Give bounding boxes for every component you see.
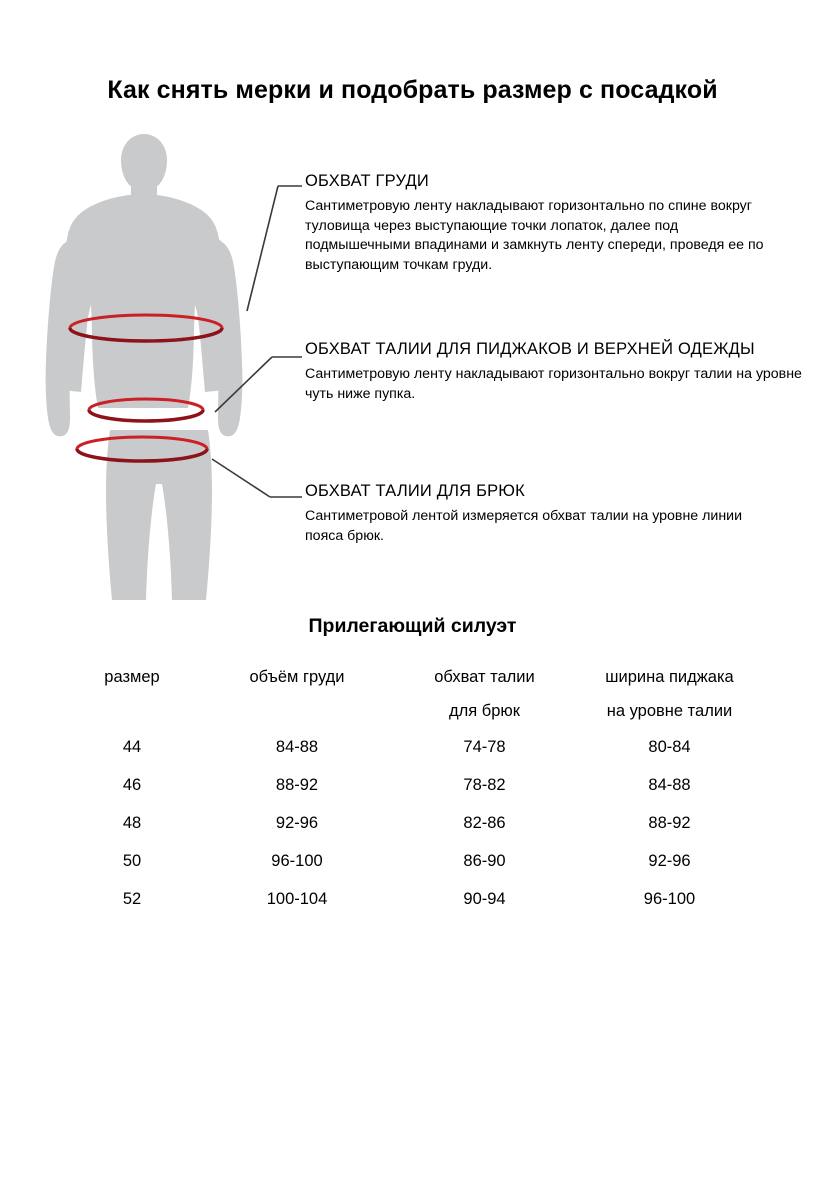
callout-chest-heading: ОБХВАТ ГРУДИ (305, 172, 429, 190)
cell-waist: 74-78 (463, 737, 506, 756)
table-row (62, 880, 762, 918)
callout-chest-body: Сантиметровую ленту накладывают горизонтально по спине вокруг туловища через выступающие точки лопаток, далее под подмышечными впадинами и замкнуть ленту спереди, проведя ее по выступающим точкам груди. (305, 198, 764, 273)
cell-size: 52 (122, 889, 142, 908)
page-title: Как снять мерки и подобрать размер с посадкой (107, 76, 718, 104)
cell-chest: 92-96 (275, 813, 319, 832)
table-header-row-2 (62, 694, 762, 728)
table-row (62, 804, 762, 842)
table-header-row-1 (62, 660, 762, 694)
column-header-size: размер (104, 667, 160, 686)
table-row (62, 728, 762, 766)
cell-size: 50 (122, 851, 142, 870)
cell-jacket-width: 84-88 (648, 775, 691, 794)
cell-size: 46 (122, 775, 142, 794)
cell-chest: 96-100 (271, 851, 323, 870)
cell-waist: 86-90 (463, 851, 506, 870)
table-title: Прилегающий силуэт (308, 615, 517, 637)
column-subheader-jacket-width: на уровне талии (606, 701, 733, 720)
cell-waist: 90-94 (463, 889, 506, 908)
cell-size: 44 (122, 737, 142, 756)
column-header-chest: объём груди (249, 667, 345, 686)
column-header-waist: обхват талии (434, 667, 535, 686)
cell-chest: 84-88 (275, 737, 319, 756)
callout-jacket-waist (305, 340, 815, 404)
cell-jacket-width: 80-84 (648, 737, 691, 756)
cell-jacket-width: 92-96 (648, 851, 691, 870)
callout-jacket-waist-heading: ОБХВАТ ТАЛИИ ДЛЯ ПИДЖАКОВ И ВЕРХНЕЙ ОДЕЖДЫ (305, 340, 755, 358)
callout-trouser-waist-heading: ОБХВАТ ТАЛИИ ДЛЯ БРЮК (305, 482, 525, 500)
callout-jacket-waist-body: Сантиметровую ленту накладывают горизонтально вокруг талии на уровне чуть ниже пупка. (305, 366, 802, 402)
column-header-jacket-width: ширина пиджака (605, 667, 734, 686)
column-subheader-chest (202, 694, 392, 728)
cell-chest: 100-104 (266, 889, 328, 908)
table-row (62, 842, 762, 880)
cell-size: 48 (122, 813, 142, 832)
size-table (62, 660, 762, 918)
cell-jacket-width: 96-100 (643, 889, 696, 908)
cell-chest: 88-92 (275, 775, 319, 794)
column-subheader-waist: для брюк (449, 701, 520, 720)
column-subheader-size (62, 694, 202, 728)
cell-waist: 78-82 (463, 775, 506, 794)
callout-trouser-waist (305, 482, 775, 546)
callout-chest (305, 172, 775, 275)
table-row (62, 766, 762, 804)
cell-jacket-width: 88-92 (648, 813, 691, 832)
callout-trouser-waist-body: Сантиметровой лентой измеряется обхват талии на уровне линии пояса брюк. (305, 508, 743, 544)
cell-waist: 82-86 (463, 813, 506, 832)
